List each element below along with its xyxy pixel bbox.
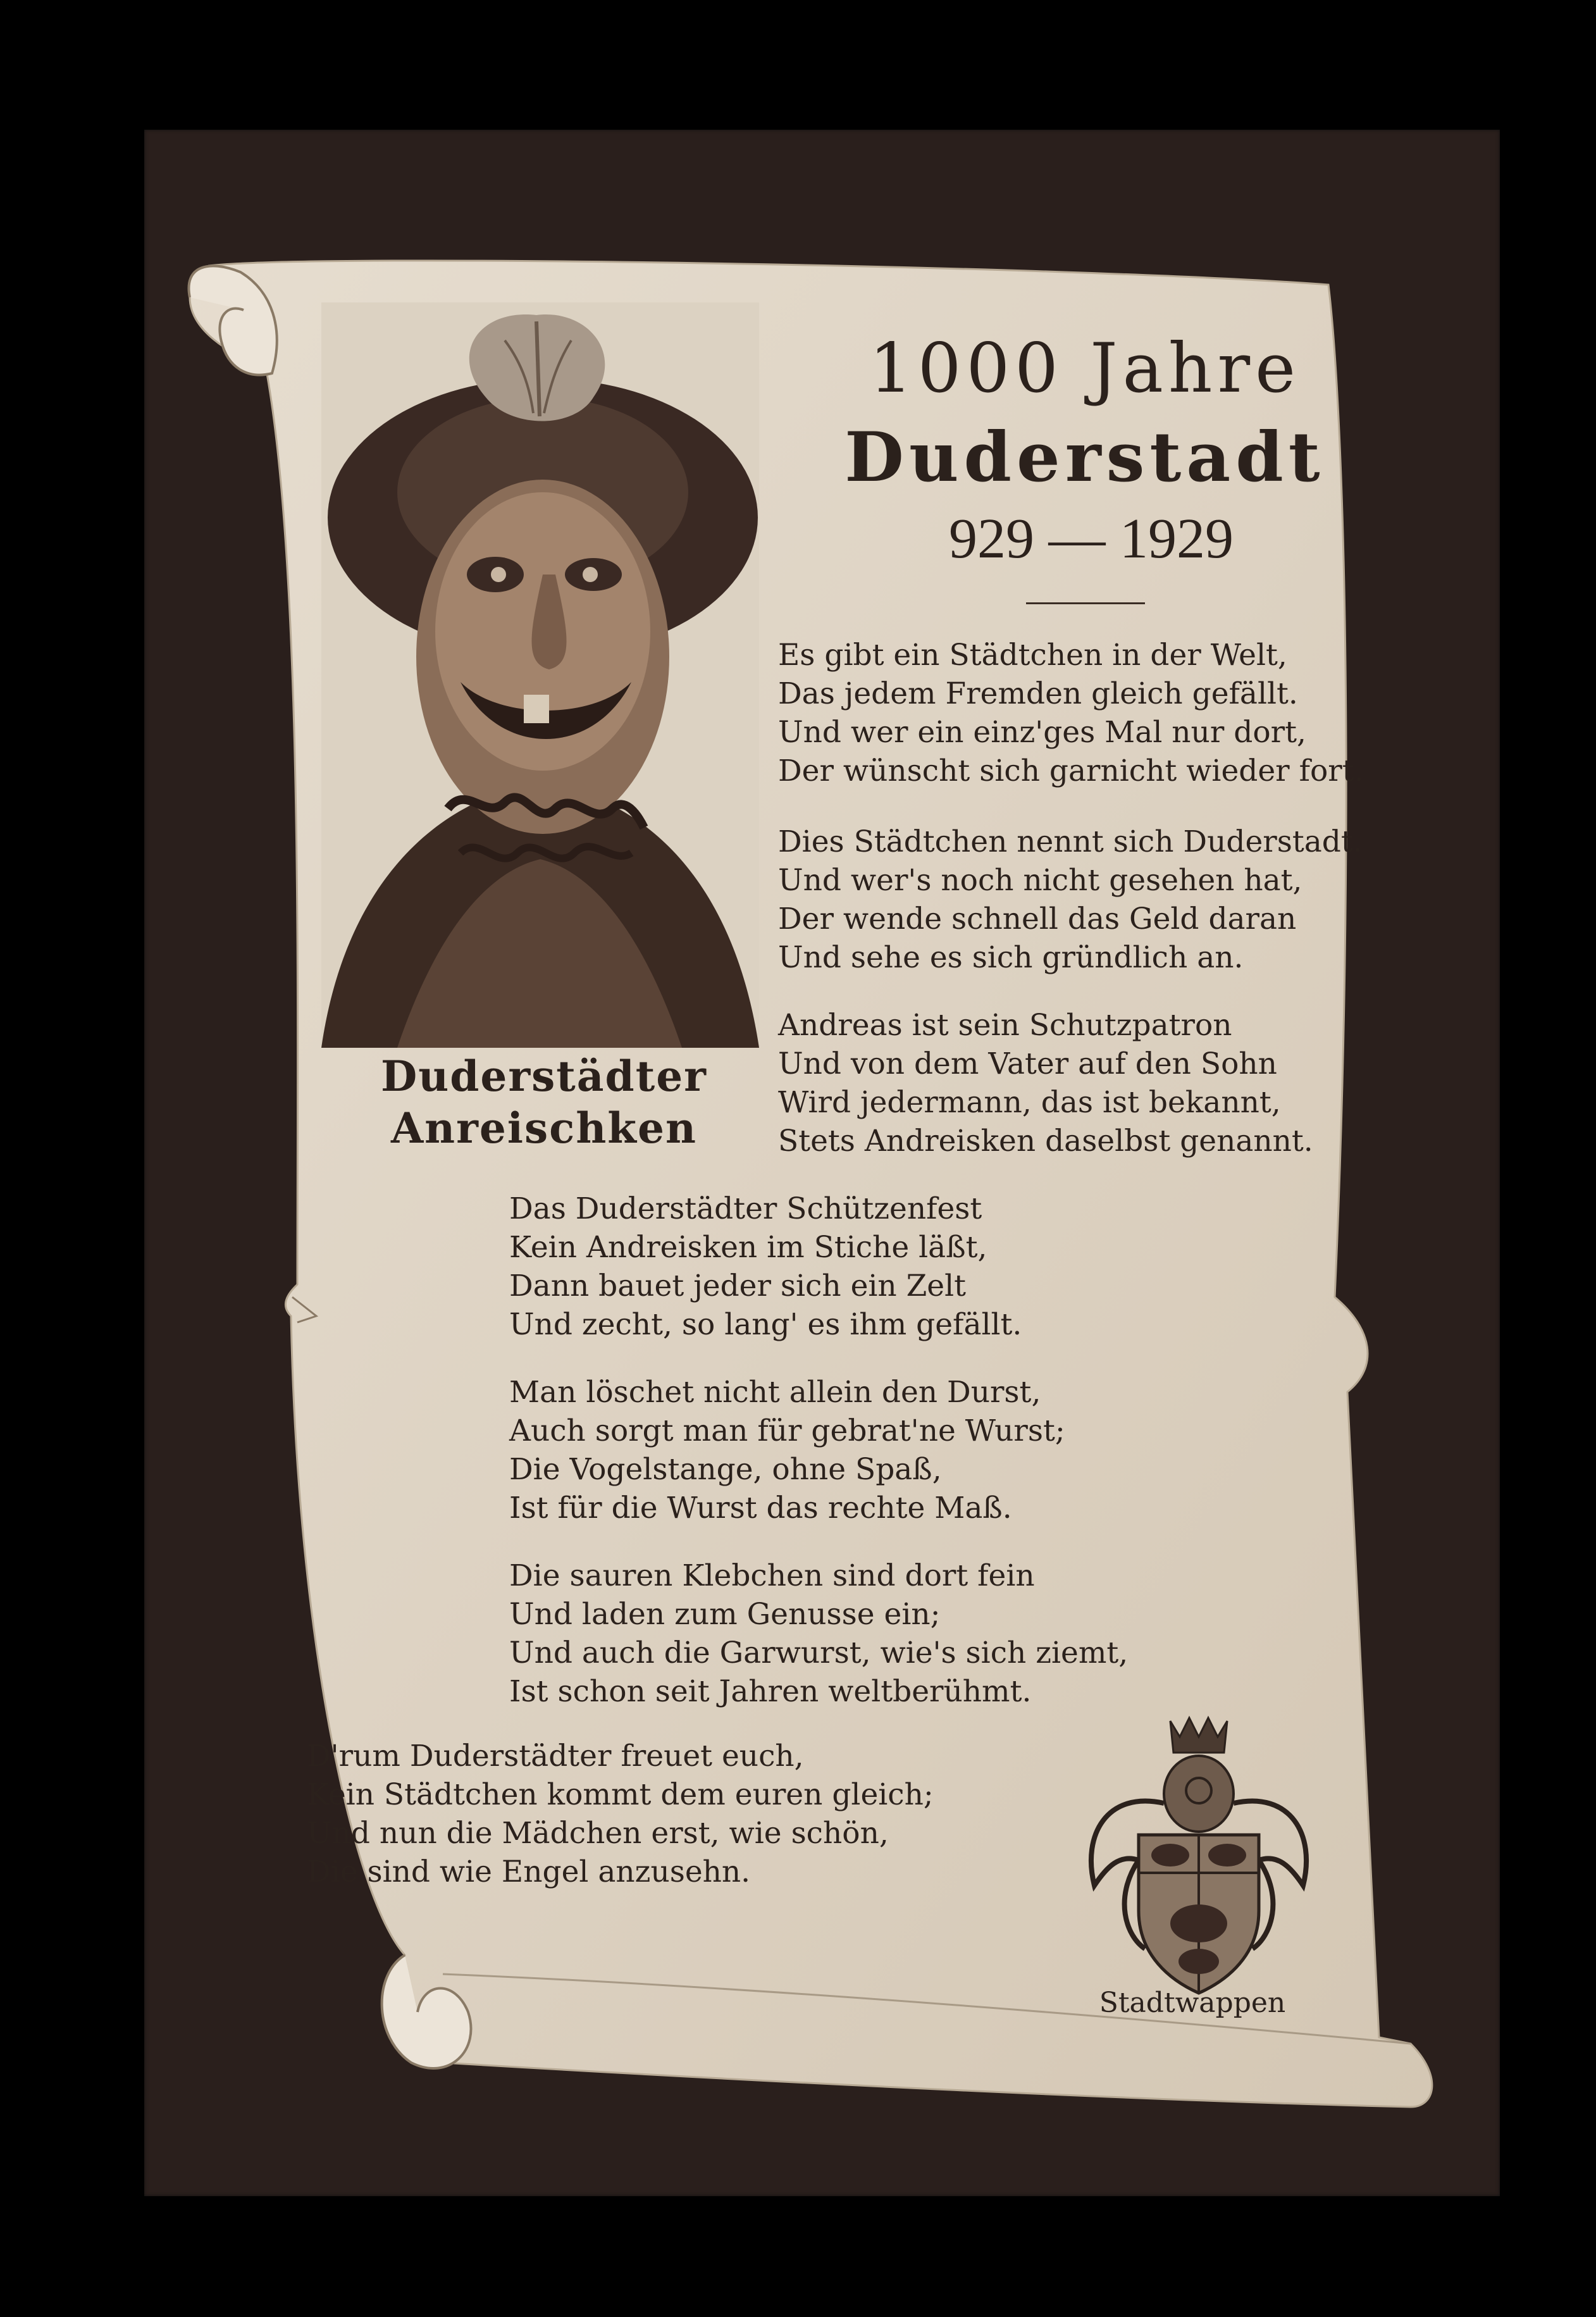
verse-line: Dann bauet jeder sich ein Zelt — [509, 1269, 967, 1303]
verse-line: Und auch die Garwurst, wie's sich ziemt, — [509, 1636, 1129, 1670]
portrait-caption-line-1: Duderstädter — [381, 1052, 707, 1101]
verse-line: Stets Andreisken daselbst genannt. — [778, 1124, 1313, 1158]
verse-line: Und wer ein einz'ges Mal nur dort, — [778, 715, 1306, 750]
verse-line: Man löschet nicht allein den Durst, — [509, 1375, 1041, 1410]
verse-line: Auch sorgt man für gebrat'ne Wurst; — [509, 1413, 1065, 1448]
title-years: 929 — 1929 — [949, 507, 1234, 570]
verse-line: Die sind wie Engel anzusehn. — [307, 1854, 751, 1889]
stanza-5 — [509, 1373, 1065, 1527]
stanza-6 — [509, 1556, 1128, 1711]
stanza-7 — [307, 1737, 934, 1891]
verse-line: Der wünscht sich garnicht wieder fort. — [778, 754, 1364, 788]
verse-line: Und laden zum Genusse ein; — [509, 1597, 941, 1632]
verse-line: Kein Städtchen kommt dem euren gleich; — [307, 1777, 934, 1812]
verse-line: Andreas ist sein Schutzpatron — [778, 1008, 1232, 1043]
verse-line: D'rum Duderstädter freuet euch, — [307, 1739, 804, 1773]
stanza-4 — [509, 1190, 1022, 1344]
verse-line: Und nun die Mädchen erst, wie schön, — [307, 1816, 889, 1851]
andreisken-portrait — [321, 302, 759, 1048]
verse-line: Ist schon seit Jahren weltberühmt. — [509, 1674, 1032, 1709]
verse-line: Die sauren Klebchen sind dort fein — [509, 1558, 1035, 1593]
title-line-1: 1000 Jahre — [869, 329, 1301, 408]
title-divider — [1026, 602, 1145, 604]
verse-line: Die Vogelstange, ohne Spaß, — [509, 1452, 942, 1487]
verse-line: Dies Städtchen nennt sich Duderstadt. — [778, 824, 1363, 859]
verse-line: Der wende schnell das Geld daran — [778, 902, 1297, 936]
portrait-caption-line-2: Anreischken — [390, 1103, 698, 1153]
coat-of-arms-caption: Stadtwappen — [1099, 1987, 1286, 2019]
portrait-caption — [380, 1050, 708, 1154]
stanza-2 — [778, 823, 1363, 977]
verse-line: Und sehe es sich gründlich an. — [778, 940, 1244, 975]
stanza-3 — [778, 1006, 1313, 1160]
stanza-1 — [778, 636, 1364, 790]
verse-line: Und von dem Vater auf den Sohn — [778, 1047, 1277, 1081]
verse-line: Wird jedermann, das ist bekannt, — [778, 1085, 1281, 1120]
verse-line: Ist für die Wurst das rechte Maß. — [509, 1491, 1012, 1525]
verse-line: Es gibt ein Städtchen in der Welt, — [778, 638, 1287, 673]
verse-line: Kein Andreisken im Stiche läßt, — [509, 1230, 987, 1265]
title-line-2: Duderstadt — [844, 418, 1325, 497]
verse-line: Das Duderstädter Schützenfest — [509, 1191, 982, 1226]
verse-line: Und wer's noch nicht gesehen hat, — [778, 863, 1302, 898]
verse-line: Und zecht, so lang' es ihm gefällt. — [509, 1307, 1022, 1342]
coat-of-arms-icon — [1069, 1708, 1322, 2006]
verse-line: Das jedem Fremden gleich gefällt. — [778, 676, 1298, 711]
